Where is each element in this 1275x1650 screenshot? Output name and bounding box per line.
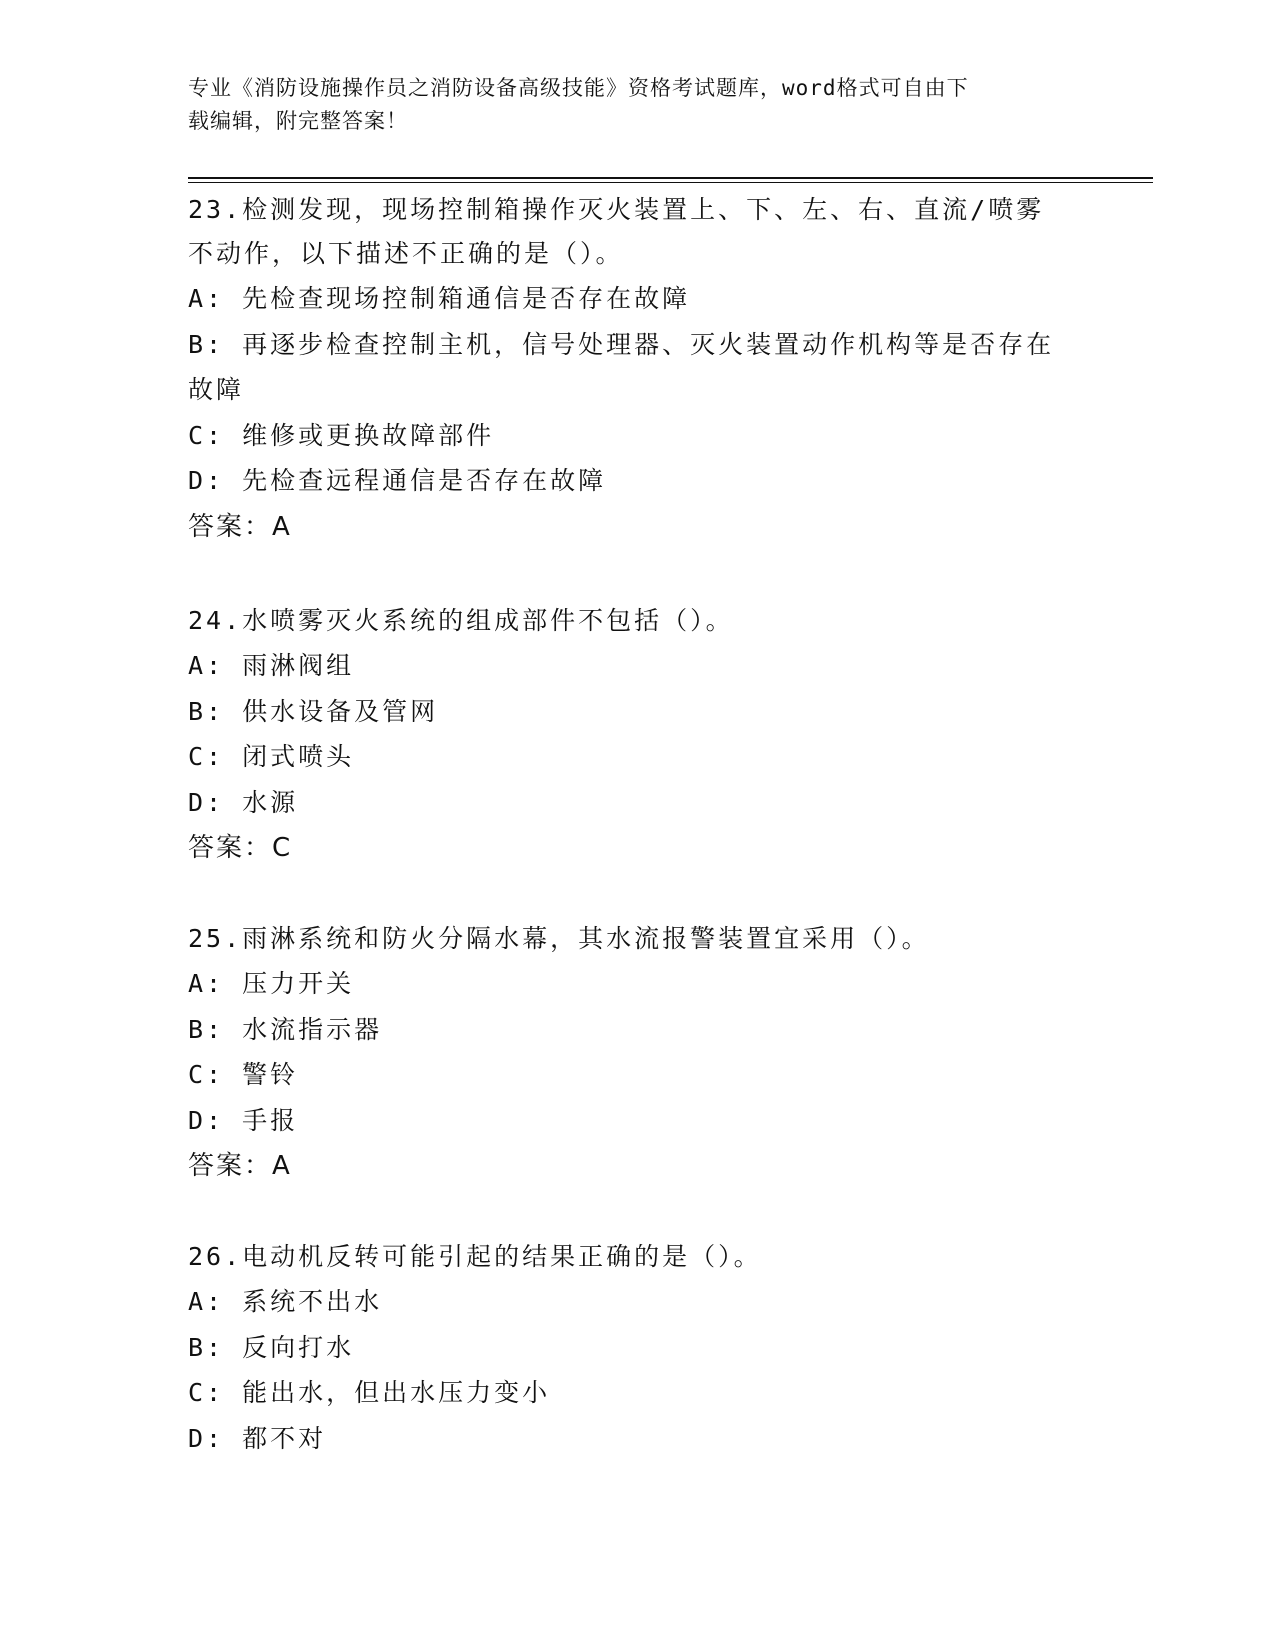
- question-stem-continued: 不动作，以下描述不正确的是（）。: [188, 239, 624, 268]
- document-header: [188, 72, 1068, 138]
- answer: 答案：A: [188, 1151, 292, 1181]
- question-24: [188, 599, 1088, 871]
- option-a: A: 系统不出水: [188, 1287, 383, 1316]
- option-a: A: 先检查现场控制箱通信是否存在故障: [188, 284, 691, 313]
- option-a: A: 压力开关: [188, 969, 355, 998]
- header-divider-thin: [188, 182, 1153, 183]
- header-line-1: 专业《消防设施操作员之消防设备高级技能》资格考试题库，word格式可自由下: [188, 76, 969, 100]
- header-line-2: 载编辑，附完整答案！: [188, 109, 408, 133]
- question-stem: 25.雨淋系统和防火分隔水幕，其水流报警装置宜采用（）。: [188, 924, 930, 953]
- question-25: [188, 917, 1088, 1189]
- option-d: D: 都不对: [188, 1423, 327, 1453]
- option-c: C: 能出水，但出水压力变小: [188, 1378, 551, 1407]
- option-d: D: 手报: [188, 1105, 299, 1135]
- option-d: D: 水源: [188, 787, 299, 817]
- question-stem: 23.检测发现，现场控制箱操作灭火装置上、下、左、右、直流/喷雾: [188, 195, 1045, 224]
- option-d: D: 先检查远程通信是否存在故障: [188, 466, 607, 495]
- option-c: C: 维修或更换故障部件: [188, 420, 495, 450]
- option-b: B: 供水设备及管网: [188, 696, 439, 726]
- answer: 答案：C: [188, 833, 293, 863]
- question-26: [188, 1235, 1088, 1461]
- option-b: B: 反向打水: [188, 1332, 355, 1362]
- answer: 答案：A: [188, 511, 292, 542]
- question-23: [188, 188, 1088, 550]
- option-b: B: 水流指示器: [188, 1014, 383, 1044]
- question-stem: 26.电动机反转可能引起的结果正确的是（）。: [188, 1242, 762, 1271]
- option-b: B: 再逐步检查控制主机，信号处理器、灭火装置动作机构等是否存在: [188, 329, 1055, 359]
- option-b-continued: 故障: [188, 375, 245, 404]
- option-a: A: 雨淋阀组: [188, 651, 355, 680]
- option-c: C: 闭式喷头: [188, 742, 355, 771]
- option-c: C: 警铃: [188, 1060, 299, 1089]
- question-stem: 24.水喷雾灭火系统的组成部件不包括（）。: [188, 606, 734, 635]
- header-divider-thick: [188, 177, 1153, 179]
